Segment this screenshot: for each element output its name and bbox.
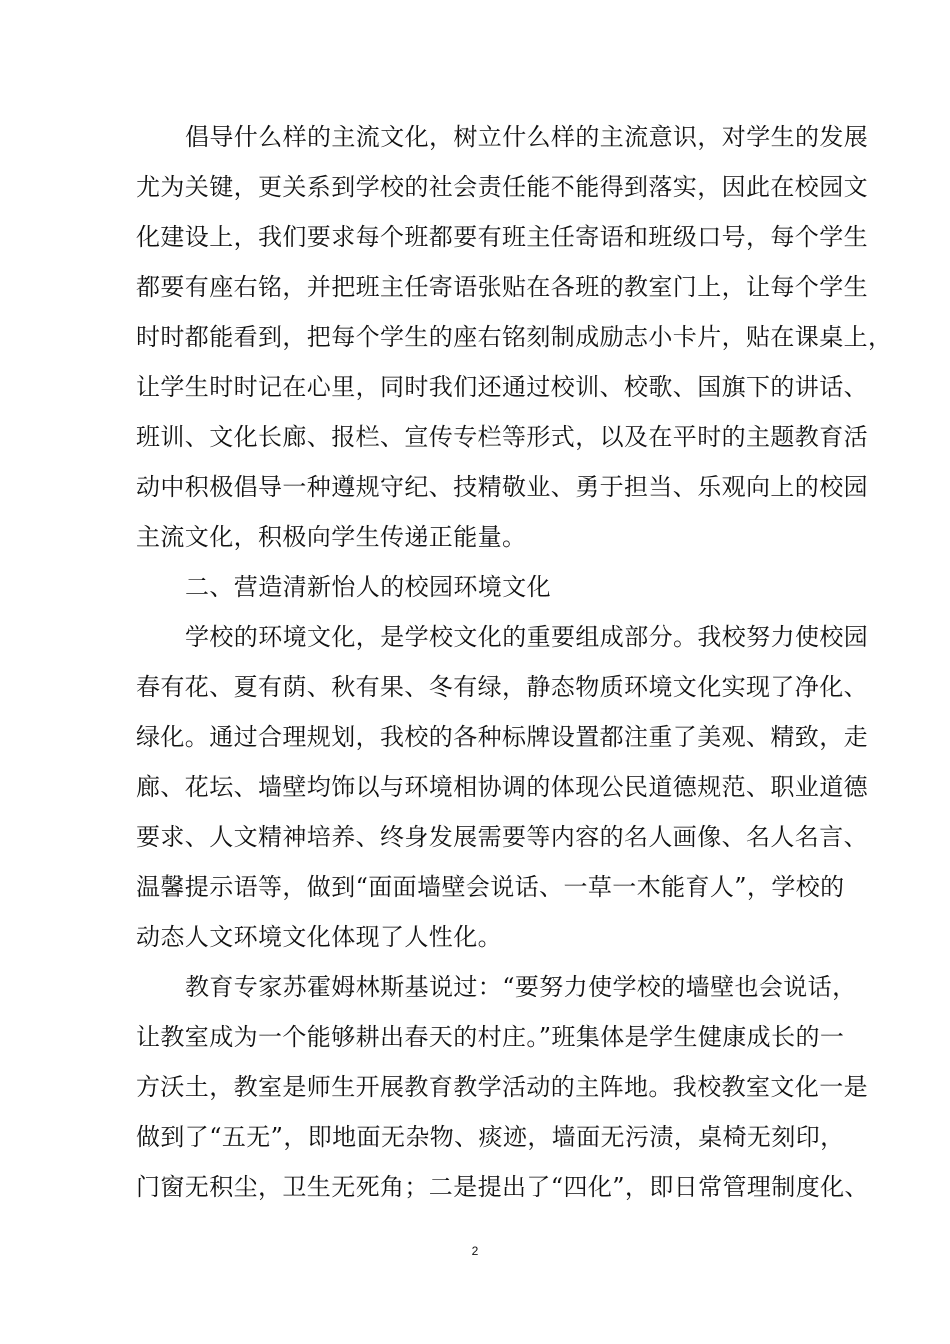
text-line: 门窗无积尘，卫生无死角；二是提出了“四化”，即日常管理制度化、 bbox=[136, 1173, 869, 1201]
text-line: 让教室成为一个能够耕出春天的村庄。”班集体是学生健康成长的一 bbox=[136, 1023, 845, 1051]
text-line: 廊、花坛、墙壁均饰以与环境相协调的体现公民道德规范、职业道德 bbox=[136, 773, 868, 801]
text-line: 都要有座右铭，并把班主任寄语张贴在各班的教室门上，让每个学生 bbox=[136, 273, 868, 301]
text-line: 动态人文环境文化体现了人性化。 bbox=[136, 923, 502, 951]
text-line: 动中积极倡导一种遵规守纪、技精敬业、勇于担当、乐观向上的校园 bbox=[136, 473, 868, 501]
section-heading: 二、营造清新怡人的校园环境文化 bbox=[185, 573, 551, 601]
text-line: 温馨提示语等，做到“面面墙壁会说话、一草一木能育人”，学校的 bbox=[136, 873, 845, 901]
text-line: 学校的环境文化，是学校文化的重要组成部分。我校努力使校园 bbox=[185, 623, 869, 651]
text-line: 做到了“五无”，即地面无杂物、痰迹，墙面无污渍，桌椅无刻印， bbox=[136, 1123, 845, 1151]
text-line: 绿化。通过合理规划，我校的各种标牌设置都注重了美观、精致，走 bbox=[136, 723, 868, 751]
text-line: 教育专家苏霍姆林斯基说过：“要努力使学校的墙壁也会说话， bbox=[185, 973, 857, 1001]
text-line: 主流文化，积极向学生传递正能量。 bbox=[136, 523, 527, 551]
text-line: 班训、文化长廊、报栏、宣传专栏等形式，以及在平时的主题教育活 bbox=[136, 423, 868, 451]
text-line: 春有花、夏有荫、秋有果、冬有绿，静态物质环境文化实现了净化、 bbox=[136, 673, 868, 701]
page-number: 2 bbox=[471, 1244, 479, 1258]
text-line: 化建设上，我们要求每个班都要有班主任寄语和班级口号，每个学生 bbox=[136, 223, 868, 251]
text-line: 倡导什么样的主流文化，树立什么样的主流意识，对学生的发展 bbox=[185, 123, 869, 151]
text-line: 时时都能看到，把每个学生的座右铭刻制成励志小卡片，贴在课桌上， bbox=[136, 323, 893, 351]
text-line: 要求、人文精神培养、终身发展需要等内容的名人画像、名人名言、 bbox=[136, 823, 868, 851]
text-line: 尤为关键，更关系到学校的社会责任能不能得到落实，因此在校园文 bbox=[136, 173, 868, 201]
text-line: 让学生时时记在心里，同时我们还通过校训、校歌、国旗下的讲话、 bbox=[136, 373, 868, 401]
text-line: 方沃土，教室是师生开展教育教学活动的主阵地。我校教室文化一是 bbox=[136, 1073, 868, 1101]
